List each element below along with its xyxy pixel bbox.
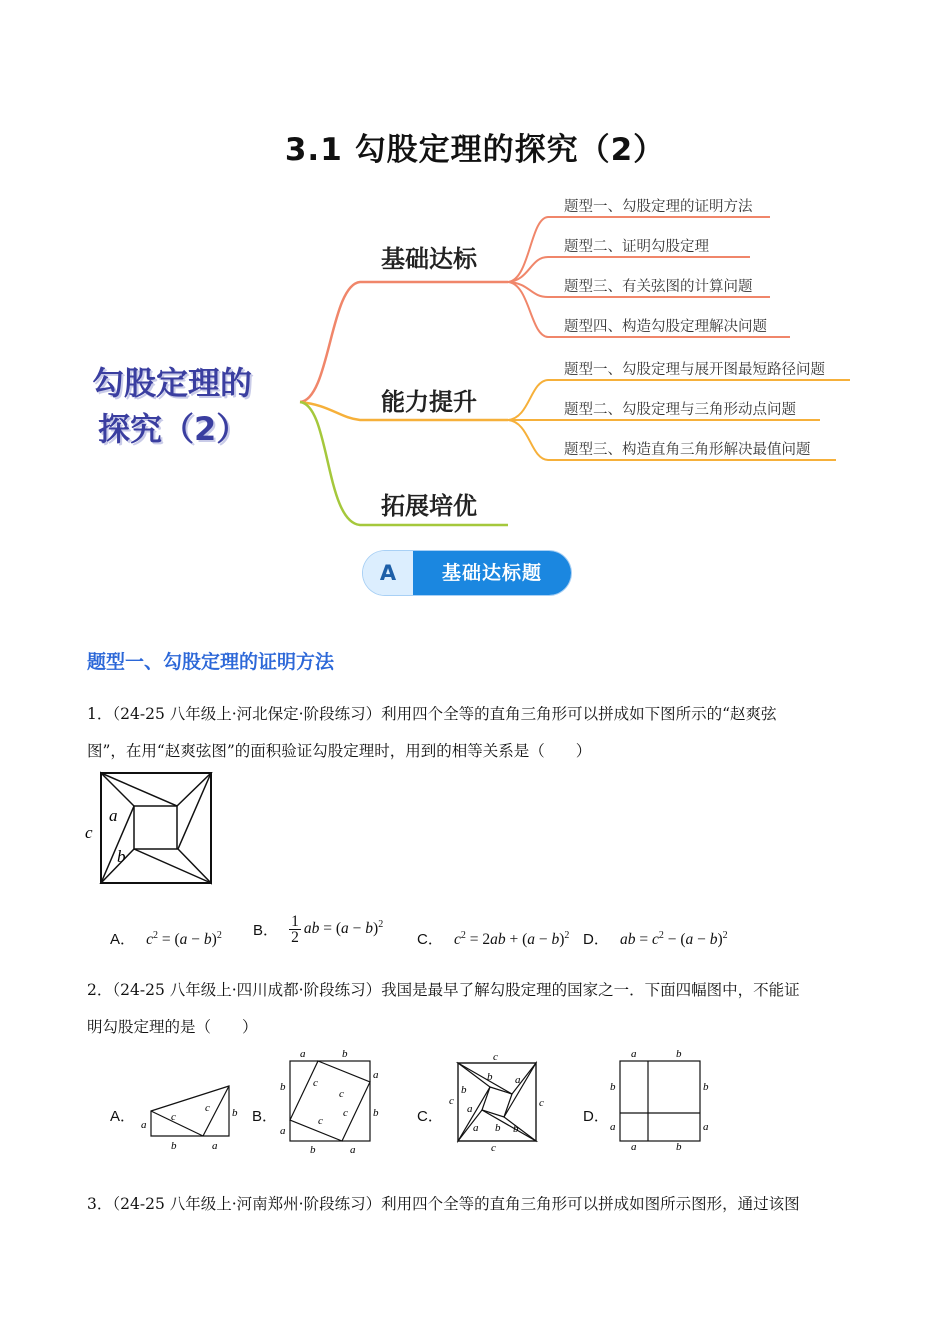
option-c[interactable]: C． $c^2 = 2ab + (a - b)^2$ [417,929,570,948]
question-3-line1 [87,1193,800,1215]
q2-option-c[interactable]: C． [417,1108,443,1125]
svg-text:a: a [631,1048,637,1060]
svg-text:a: a [350,1144,356,1156]
svg-text:b: b [487,1071,493,1083]
question-2-line2: 明勾股定理的是（ ） [87,1018,258,1036]
svg-text:c: c [343,1107,348,1119]
figure-label: b [117,847,126,866]
q2-option-b[interactable]: B． [252,1108,278,1125]
mindmap-leaf: 题型二、证明勾股定理 [564,239,709,255]
svg-text:a: a [515,1074,521,1086]
question-text: （24-25 八年级上·河南郑州·阶段练习）利用四个全等的直角三角形可以拼成如图所示图形，通过该图 [112,1195,800,1213]
figure-tilted-square [278,1046,388,1156]
option-b[interactable]: B． $\frac{1}{2}$ ab = $(a - b)^2$ [253,913,384,946]
mindmap-branch-ability: 能力提升 [381,388,477,416]
mindmap-leaf: 题型二、勾股定理与三角形动点问题 [564,402,796,418]
svg-text:b: b [373,1107,379,1119]
question-text: （24-25 八年级上·河北保定·阶段练习）利用四个全等的直角三角形可以拼成如下图所示的“赵爽弦 [112,705,777,723]
svg-text:b: b [232,1107,238,1119]
svg-text:a: a [610,1121,616,1133]
svg-text:c: c [318,1115,323,1127]
svg-text:a: a [703,1121,709,1133]
svg-text:b: b [676,1048,682,1060]
mindmap-branch-extension: 拓展培优 [381,492,477,520]
svg-text:b: b [513,1123,519,1135]
svg-text:b: b [703,1081,709,1093]
svg-text:c: c [171,1111,176,1123]
mindmap-center-line1: 勾股定理的 [92,364,253,402]
figure-string-diagram [445,1050,555,1155]
figure-label: c [85,823,93,842]
mindmap-leaf: 题型一、勾股定理与展开图最短路径问题 [564,362,825,378]
svg-text:c: c [205,1102,210,1114]
figure-split-square [608,1046,718,1156]
question-number: 2． [87,981,113,999]
q2-option-d[interactable]: D． [583,1108,609,1125]
zhao-shuang-string-diagram [80,770,220,890]
svg-text:a: a [280,1125,286,1137]
svg-text:b: b [676,1141,682,1153]
figure-trapezoid [138,1080,248,1155]
banner-letter: A [379,561,397,585]
svg-text:a: a [141,1119,147,1131]
mindmap-center-line2: 探究（2） [98,410,249,448]
svg-text:b: b [461,1084,467,1096]
svg-text:a: a [300,1048,306,1060]
svg-text:b: b [495,1122,501,1134]
mindmap-branch-basic: 基础达标 [381,245,477,273]
question-1-line1 [87,703,777,725]
svg-text:c: c [491,1142,496,1154]
svg-text:a: a [473,1122,479,1134]
svg-text:c: c [449,1095,454,1107]
svg-text:b: b [171,1140,177,1152]
mindmap-leaf: 题型三、有关弦图的计算问题 [564,279,753,295]
question-text: （24-25 八年级上·四川成都·阶段练习）我国是最早了解勾股定理的国家之一．下面四幅图中，不能证 [112,981,800,999]
q2-option-a[interactable]: A． [110,1108,136,1125]
svg-text:b: b [280,1081,286,1093]
page-title: 3.1 勾股定理的探究（2） [284,132,666,168]
mindmap-leaf: 题型三、构造直角三角形解决最值问题 [564,442,811,458]
svg-text:a: a [631,1141,637,1153]
option-d[interactable]: D． ab = $c^2 - (a - b)^2$ [583,929,728,948]
svg-text:c: c [493,1051,498,1063]
svg-text:a: a [467,1103,473,1115]
banner-title: 基础达标题 [441,562,542,584]
question-number: 1． [87,705,113,723]
section-heading: 题型一、勾股定理的证明方法 [87,651,335,673]
figure-label: a [109,806,118,825]
svg-text:a: a [373,1069,379,1081]
mindmap-leaf: 题型四、构造勾股定理解决问题 [564,319,767,335]
svg-text:b: b [310,1144,316,1156]
svg-text:b: b [342,1048,348,1060]
option-a[interactable]: A． $c^2 = (a - b)^2$ [110,929,222,948]
mindmap-leaf: 题型一、勾股定理的证明方法 [564,199,753,215]
question-1-line2: 图”，在用“赵爽弦图”的面积验证勾股定理时，用到的相等关系是（ ） [87,742,592,760]
svg-text:b: b [610,1081,616,1093]
svg-text:a: a [212,1140,218,1152]
svg-text:c: c [539,1097,544,1109]
svg-text:c: c [339,1088,344,1100]
question-2-line1 [87,979,800,1001]
question-number: 3． [87,1195,113,1213]
svg-text:c: c [313,1077,318,1089]
